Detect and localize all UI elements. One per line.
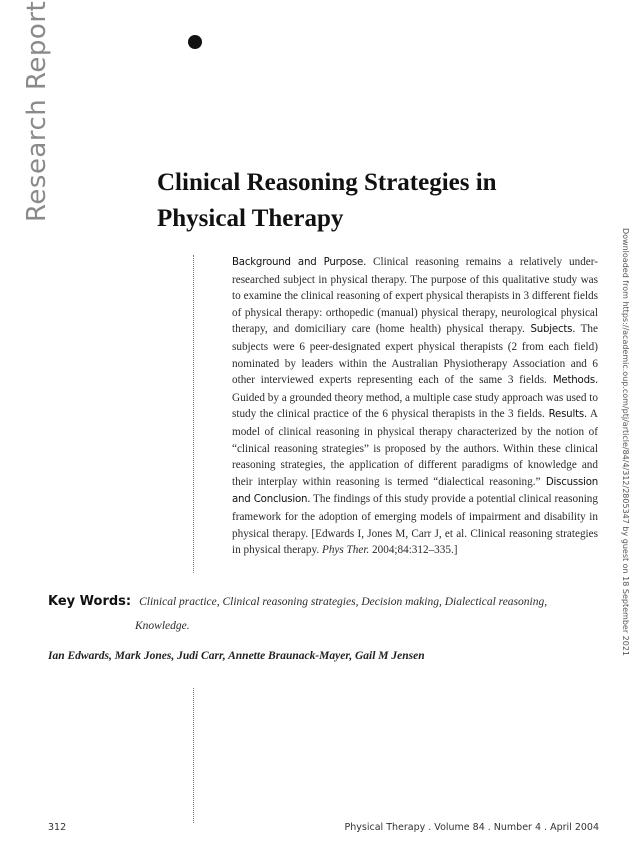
abstract-heading-methods: Methods. <box>546 375 598 387</box>
abstract-heading-discussion: Discussion and Conclusion. <box>232 476 598 506</box>
abstract-heading-background: Background and Purpose. <box>232 257 367 268</box>
page-number: 312 <box>48 822 67 833</box>
abstract-text-results: A model of clinical reasoning in physical therapy characterized by the notion of “clinical reasoning strategies” is proposed by the authors. Within these clinical reasoning strategies, the application of different paradigms of knowledge and their interplay within reasoning is termed “dialectical reasoning.” <box>232 408 598 488</box>
abstract-heading-results: Results. <box>544 409 588 421</box>
dotted-rule-bottom <box>193 688 194 823</box>
abstract-text-discussion: The findings of this study provide a potential clinical reasoning framework for the adoption of emerging models of impairment and disability in physical therapy. [Edwards I, Jones M, Carr J, et al. Clinical reasoning strategies in physical therapy. <box>232 493 598 557</box>
abstract-heading-subjects: Subjects. <box>524 324 576 336</box>
download-notice: Downloaded from https://academic.oup.com/ptj/article/84/4/312/2805347 by guest on 18 September 2021 <box>621 228 630 657</box>
section-label: Research Report <box>22 0 52 222</box>
keywords-line-2: Knowledge. <box>135 620 190 632</box>
article-title <box>157 165 577 237</box>
keywords <box>48 590 598 638</box>
journal-footer: Physical Therapy . Volume 84 . Number 4 . April 2004 <box>344 822 599 833</box>
abstract-text-background: Clinical reasoning remains a relatively under-researched subject in physical therapy. The purpose of this qualitative study was to examine the clinical reasoning of expert physical therapists in 3 different fields of physical therapy: orthopedic (manual) physical therapy, neurological physical therapy, and domiciliary care (home health) physical therapy. <box>232 256 598 336</box>
author-list: Ian Edwards, Mark Jones, Judi Carr, Annette Braunack-Mayer, Gail M Jensen <box>48 650 425 662</box>
abstract-text-subjects: The subjects were 6 peer-designated expert physical therapists (2 from each field) nominated by leaders within the Australian Physiotherapy Association and 6 other interviewed experts representing each of the same 3 fields. <box>232 323 598 387</box>
abstract-text-methods: Guided by a grounded theory method, a multiple case study approach was used to study the clinical practice of the 6 physical therapists in the 3 fields. <box>232 391 598 421</box>
title-line-2: Physical Therapy <box>157 205 344 232</box>
keywords-label: Key Words: <box>48 594 132 609</box>
title-line-1: Clinical Reasoning Strategies in <box>157 169 497 196</box>
abstract <box>232 254 598 559</box>
abstract-citation: 2004;84:312–335.] <box>369 544 458 557</box>
bullet-dot-icon <box>188 35 202 49</box>
keywords-line-1: Clinical practice, Clinical reasoning strategies, Decision making, Dialectical reasoning, <box>139 596 548 608</box>
dotted-rule-top <box>193 255 194 573</box>
abstract-journal: Phys Ther. <box>319 544 370 557</box>
